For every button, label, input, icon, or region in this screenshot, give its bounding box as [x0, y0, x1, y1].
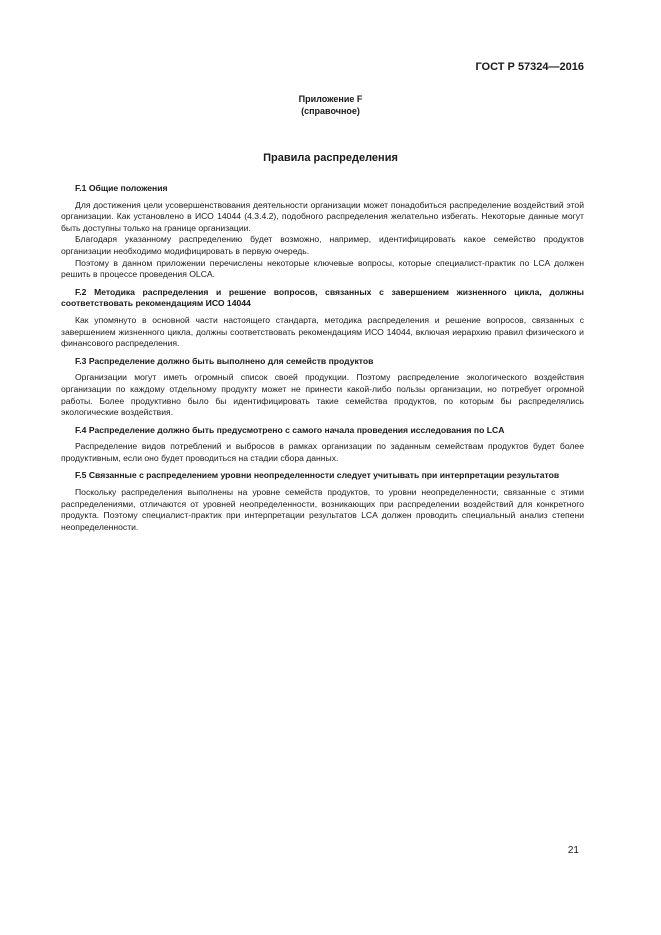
- page-number: 21: [567, 845, 579, 856]
- main-title: Правила распределения: [263, 152, 398, 164]
- section-heading: F.3 Распределение должно быть выполнено для семейств продуктов: [75, 355, 374, 366]
- appendix-heading: [0, 93, 661, 117]
- appendix-note: (справочное): [301, 106, 360, 116]
- paragraph: Поэтому в данном приложении перечислены некоторые ключевые вопросы, которые специалист-практик по LCA должен решить в процессе проведения OLCA.: [61, 257, 584, 280]
- section-heading: F.4 Распределение должно быть предусмотрено с самого начала проведения исследования по LCA: [75, 424, 505, 435]
- section-heading: F.1 Общие положения: [75, 183, 168, 193]
- appendix-title: Приложение F: [298, 94, 363, 104]
- document-id: ГОСТ Р 57324—2016: [475, 61, 584, 73]
- document-body: [61, 183, 584, 533]
- paragraph: Поскольку распределения выполнены на уровне семейств продуктов, то уровни неопределенности, связанные с этими распределениями, отличаются от уровней неопределенности, возникающих при распределении воздействий для конкретного продукта. Поэтому специалист-практик при интерпретации результатов LCA должен проводить специальный анализ степени неопределенности.: [61, 487, 584, 532]
- paragraph: Для достижения цели усовершенствования деятельности организации может понадобиться распределение воздействий этой организации. Как установлено в ИСО 14044 (4.3.4.2), подобного распределения желательно избегать. Некоторые данные могут быть доступны только на границе организации.: [61, 199, 584, 233]
- paragraph: Как упомянуто в основной части настоящего стандарта, методика распределения и решение вопросов, связанных с завершением жизненного цикла, должны соответствовать рекомендациям ИСО 14044, включая иерархию правил физического и финансового распределения.: [61, 314, 584, 349]
- section-heading: F.5 Связанные с распределением уровни неопределенности следует учитывать при интерпретации результатов: [75, 470, 560, 481]
- paragraph: Распределение видов потреблений и выбросов в рамках организации по заданным семействам продуктов будет более продуктивным, если оно будет проводиться на стадии сбора данных.: [61, 441, 584, 463]
- paragraph: Организации могут иметь огромный список своей продукции. Поэтому распределение экологического воздействия организации по каждому отдельному продукту может не принести какой-либо пользы организации, но потребует огромной работы. Более продуктивно было бы идентифицировать такие семейства продуктов, по которым бы распределялись экологические воздействия.: [61, 372, 584, 418]
- paragraph: Благодаря указанному распределению будет возможно, например, идентифицировать какое семейство продуктов организации необходимо модифицировать в первую очередь.: [61, 234, 584, 256]
- section-heading: F.2 Методика распределения и решение вопросов, связанных с завершением жизненного цикла, должны соответствовать рекомендациям ИСО 14044: [61, 286, 584, 309]
